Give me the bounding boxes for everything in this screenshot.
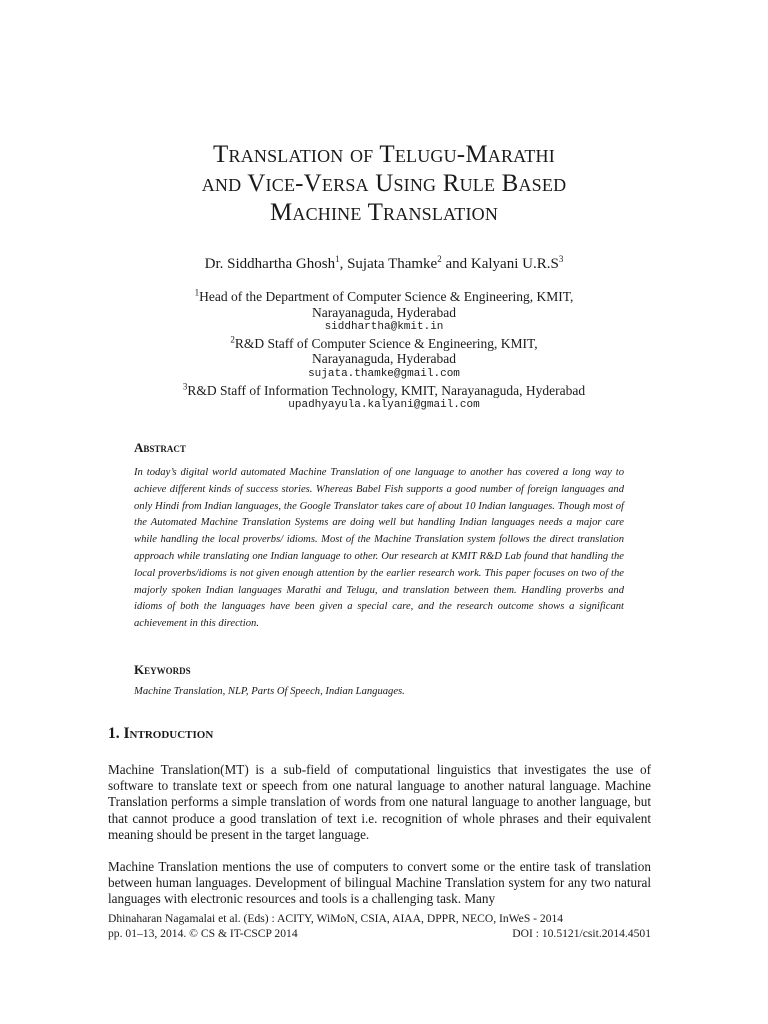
affiliation-superscript: 1 <box>194 287 200 298</box>
affiliation-text: R&D Staff of Information Technology, KMIT, Narayanaguda, Hyderabad <box>187 382 586 398</box>
author-name: Sujata Thamke <box>347 256 438 272</box>
affiliation-superscript: 3 <box>182 381 188 392</box>
author-name: Dr. Siddhartha Ghosh <box>204 256 336 272</box>
title-line: Machine Translation <box>269 199 499 226</box>
author-name: Kalyani U.R.S <box>470 256 559 272</box>
author-superscript: 2 <box>437 254 442 264</box>
affiliation-line <box>0 383 768 399</box>
footer-pages: pp. 01–13, 2014. © CS & IT-CSCP 2014 <box>108 927 298 940</box>
affiliation-line <box>0 289 768 305</box>
author-separator: and <box>441 256 471 272</box>
author-superscript: 3 <box>558 254 564 264</box>
affiliation-superscript: 2 <box>230 334 235 345</box>
abstract-heading: Abstract <box>134 440 186 455</box>
author-superscript: 1 <box>335 254 340 264</box>
footer-citation <box>108 927 651 940</box>
section-heading-introduction: 1. Introduction <box>108 725 214 742</box>
body-paragraph: Machine Translation mentions the use of computers to convert some or the entire task of translation between human languages. Development of bilingual Machine Translation system for any two natural languages with electronic resources and tools is a challenging task. Many <box>108 859 651 907</box>
affiliations <box>0 289 768 414</box>
title-line: and Vice-Versa Using Rule Based <box>201 170 567 197</box>
affiliation-line: Narayanaguda, Hyderabad <box>312 304 456 320</box>
affiliation-line: Narayanaguda, Hyderabad <box>312 351 456 367</box>
email-address: upadhyayula.kalyani@gmail.com <box>288 399 480 412</box>
affiliation-text: Head of the Department of Computer Science & Engineering, KMIT, <box>199 289 574 304</box>
keywords-text: Machine Translation, NLP, Parts Of Speech, Indian Languages. <box>134 686 405 697</box>
affiliation-text: R&D Staff of Computer Science & Engineering, KMIT, <box>234 335 538 351</box>
title-line: Translation of Telugu-Marathi <box>213 141 555 168</box>
paper-title <box>0 140 768 227</box>
affiliation-line <box>0 336 768 352</box>
footer-proceedings: Dhinaharan Nagamalai et al. (Eds) : ACITY, WiMoN, CSIA, AIAA, DPPR, NECO, InWeS - 2014 <box>108 912 564 925</box>
body-paragraph: Machine Translation(MT) is a sub-field of computational linguistics that investigates the use of software to translate text or speech from one natural language to another natural language. Machine Translation performs a simple translation of words from one natural language to another language, but that cannot produce a good translation of text i.e. recognition of whole phrases and their equivalent meaning should be present in the target language. <box>108 762 651 842</box>
footer-doi: DOI : 10.5121/csit.2014.4501 <box>512 927 651 940</box>
author-list <box>0 256 768 273</box>
keywords-heading: Keywords <box>134 662 191 677</box>
email-address: siddhartha@kmit.in <box>324 321 444 334</box>
author-separator: , <box>339 256 348 272</box>
email-address: sujata.thamke@gmail.com <box>308 367 460 380</box>
abstract-text: In today’s digital world automated Machine Translation of one language to another has covered a long way to achieve different kinds of success stories. Whereas Babel Fish supports a good number of foreign languages and only Hindi from Indian languages, the Google Translator takes care of about 10 Indian languages. Though most of the Automated Machine Translation Systems are doing well but handling Indian languages needs a major care while handling the local proverbs/ idioms. Most of the Machine Translation system follows the direct translation approach while translating one Indian language to other. Our research at KMIT R&D Lab found that handling the local proverbs/idioms is not given enough attention by the earlier research work. This paper focuses on two of the majorly spoken Indian languages Marathi and Telugu, and translation between them. Handling proverbs and idioms of both the languages have been given a special care, and the research outcome shows a significant achievement in this direction. <box>134 467 624 630</box>
